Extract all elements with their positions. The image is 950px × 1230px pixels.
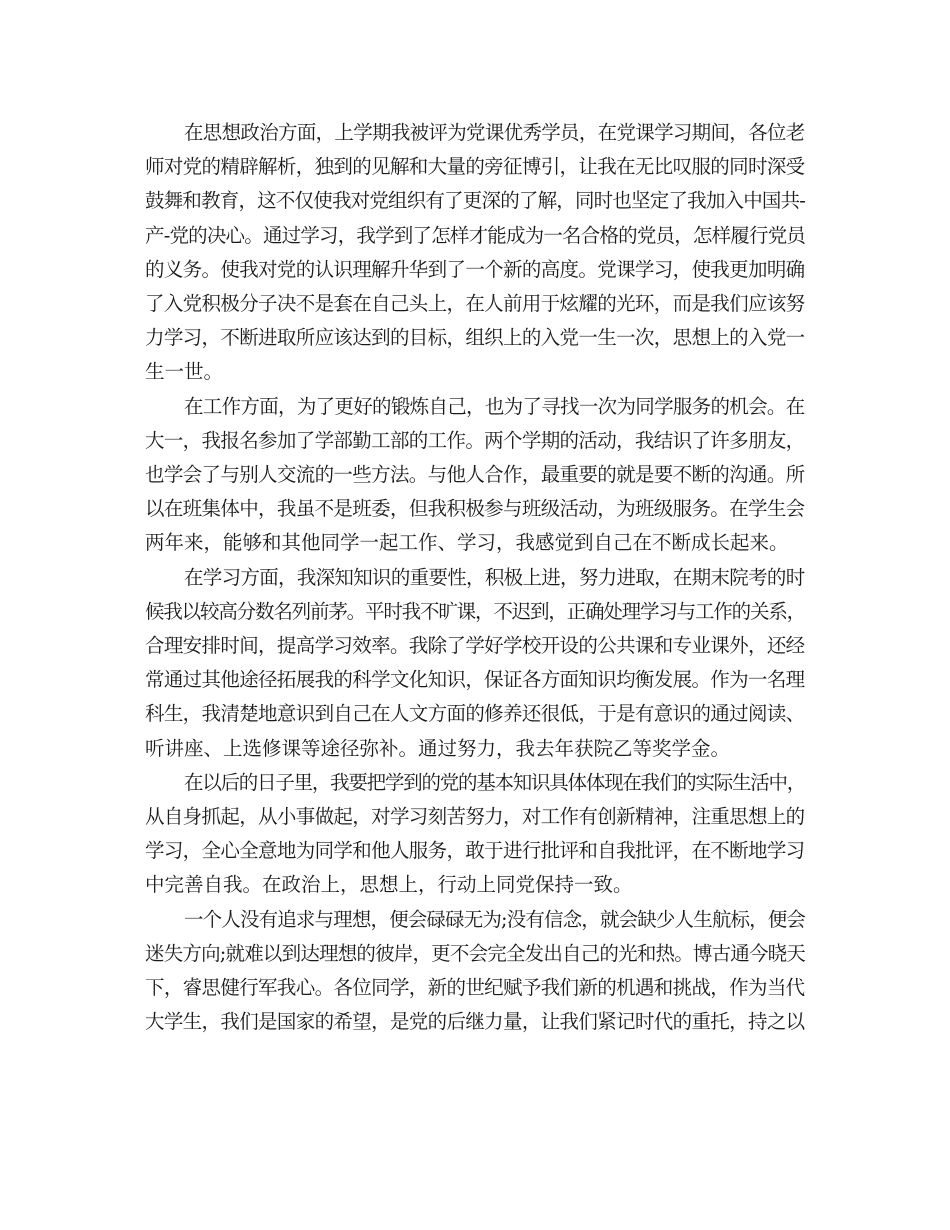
paragraph-political (145, 116, 805, 390)
text-line: 产-党的决心。通过学习，我学到了怎样才能成为一名合格的党员，怎样履行党员 (145, 223, 806, 247)
text-line: 合理安排时间，提高学习效率。我除了学好学校开设的公共课和专业课外，还经 (145, 634, 805, 658)
text-line: 候我以较高分数名列前茅。平时我不旷课，不迟到，正确处理学习与工作的关系， (145, 599, 806, 623)
text-line: 科生，我清楚地意识到自己在人文方面的修养还很低，于是有意识的通过阅读、 (145, 702, 805, 726)
text-line: 一个人没有追求与理想，便会碌碌无为;没有信念，就会缺少人生航标，便会 (184, 907, 806, 931)
document-body (145, 116, 805, 1039)
text-line: 迷失方向;就难以到达理想的彼岸，更不会完全发出自己的光和热。博古通今晓天 (145, 941, 806, 965)
text-line: 以在班集体中，我虽不是班委，但我积极参与班级活动，为班级服务。在学生会 (145, 497, 805, 521)
text-line: 也学会了与别人交流的一些方法。与他人合作，最重要的就是要不断的沟通。所 (145, 463, 805, 487)
text-line: 在思想政治方面，上学期我被评为党课优秀学员，在党课学习期间，各位老 (184, 121, 805, 144)
text-line: 从自身抓起，从小事做起，对学习刻苦努力，对工作有创新精神，注重思想上的 (145, 805, 805, 829)
text-line: 中完善自我。在政治上，思想上，行动上同党保持一致。 (145, 873, 633, 897)
text-line: 两年来，能够和其他同学一起工作、学习，我感觉到自己在不断成长起来。 (145, 531, 789, 555)
text-line: 在以后的日子里，我要把学到的党的基本知识具体体现在我们的实际生活中， (184, 770, 806, 794)
text-line: 下，睿思健行军我心。各位同学，新的世纪赋予我们新的机遇和挑战，作为当代 (145, 976, 805, 1000)
text-line: 大学生，我们是国家的希望，是党的后继力量，让我们紧记时代的重托，持之以 (145, 1010, 805, 1034)
text-line: 生一世。 (145, 360, 224, 384)
text-line: 听讲座、上选修课等途径弥补。通过努力，我去年获院乙等奖学金。 (145, 736, 731, 760)
text-line: 鼓舞和教育，这不仅使我对党组织有了更深的了解，同时也坚定了我加入中国共- (145, 189, 806, 213)
text-line: 力学习，不断进取所应该达到的目标，组织上的入党一生一次，思想上的入党一 (145, 326, 805, 350)
paragraph-work (145, 390, 805, 561)
text-line: 的义务。使我对党的认识理解升华到了一个新的高度。党课学习，使我更加明确 (145, 257, 805, 281)
text-line: 学习，全心全意地为同学和他人服务，敢于进行批评和自我批评，在不断地学习 (145, 839, 805, 863)
text-line: 师对党的精辟解析，独到的见解和大量的旁征博引，让我在无比叹服的同时深受 (145, 155, 805, 179)
paragraph-ideals (145, 903, 805, 1040)
text-line: 了入党积极分子决不是套在自己头上，在人前用于炫耀的光环，而是我们应该努 (145, 292, 805, 316)
text-line: 大一，我报名参加了学部勤工部的工作。两个学期的活动，我结识了许多朋友， (145, 428, 805, 452)
paragraph-future (145, 766, 805, 903)
text-line: 常通过其他途径拓展我的科学文化知识，保证各方面知识均衡发展。作为一名理 (145, 668, 805, 692)
text-line: 在工作方面，为了更好的锻炼自己，也为了寻找一次为同学服务的机会。在 (184, 394, 805, 418)
paragraph-study (145, 561, 805, 766)
text-line: 在学习方面，我深知知识的重要性，积极上进，努力进取，在期末院考的时 (184, 565, 805, 589)
